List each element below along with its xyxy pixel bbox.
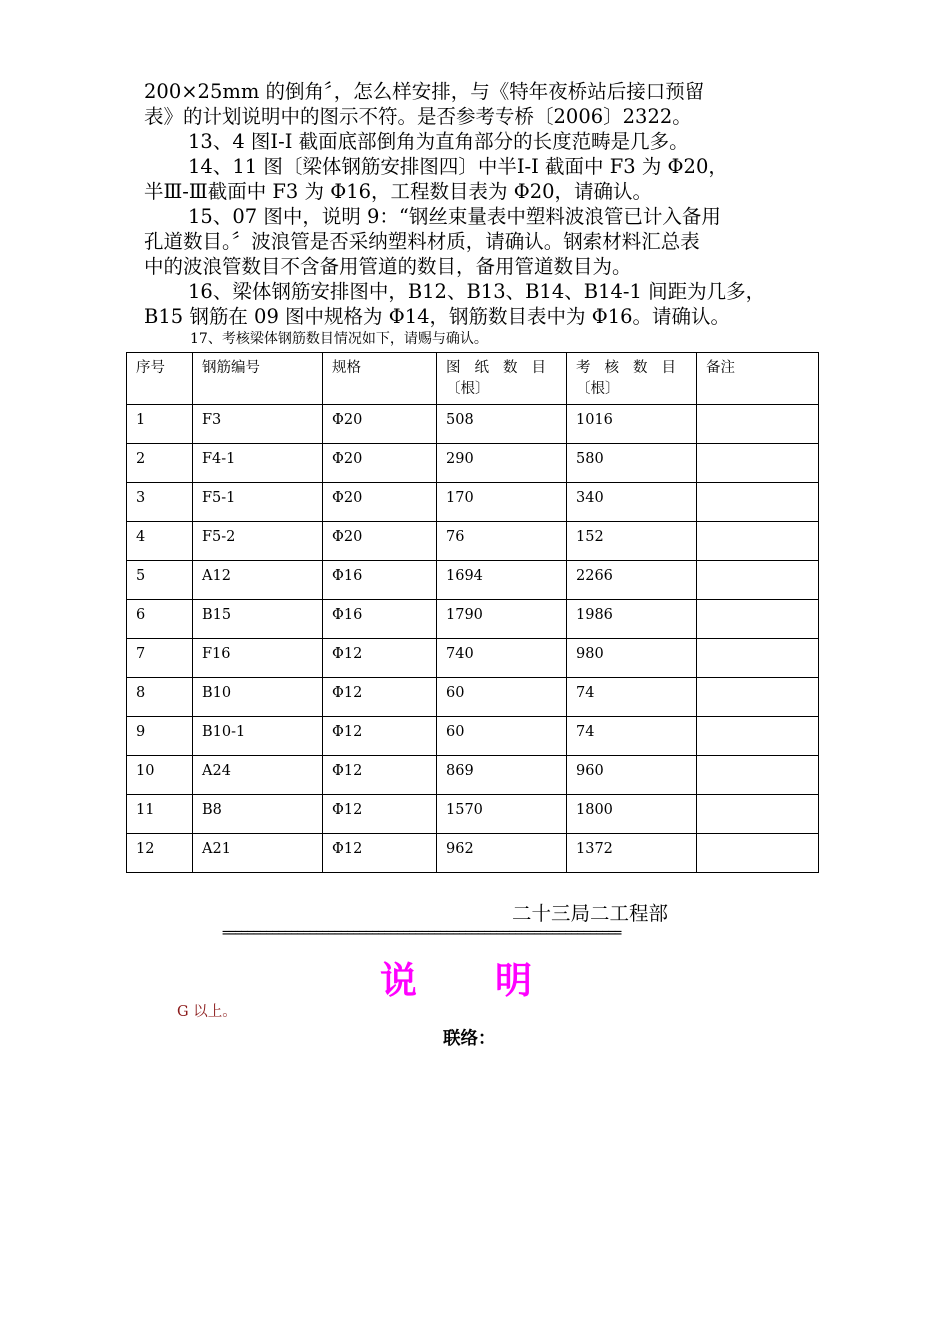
table-cell: 1986	[567, 600, 697, 639]
question-14: 14、11 图〔梁体钢筋安排图四〕中半Ⅰ-Ⅰ 截面中 F3 为 Φ20，	[188, 155, 728, 178]
table-cell	[697, 405, 819, 444]
paragraph-line: 孔道数目。〞波浪管是否采纳塑料材质，请确认。钢索材料汇总表	[144, 230, 700, 253]
table-cell: Φ12	[323, 795, 437, 834]
table-cell: 1790	[437, 600, 567, 639]
table-row	[127, 444, 819, 483]
table-cell: A21	[193, 834, 323, 873]
header-cell	[567, 353, 697, 405]
table-row	[127, 756, 819, 795]
paragraph-line: 半Ⅲ-Ⅲ截面中 F3 为 Φ16，工程数目表为 Φ20，请确认。	[144, 180, 653, 203]
question-16: 16、梁体钢筋安排图中，B12、B13、B14、B14-1 间距为几多，	[188, 280, 766, 303]
table-cell	[697, 834, 819, 873]
table-row	[127, 678, 819, 717]
table-cell: 1	[127, 405, 193, 444]
table-cell	[697, 561, 819, 600]
table-cell: 10	[127, 756, 193, 795]
table-cell: 1800	[567, 795, 697, 834]
table-cell	[697, 483, 819, 522]
table-cell: 1016	[567, 405, 697, 444]
table-cell	[697, 600, 819, 639]
header-cell	[437, 353, 567, 405]
table-cell: Φ12	[323, 639, 437, 678]
paragraph-line: 200×25mm 的倒角〞，怎么样安排，与《特年夜桥站后接口预留	[144, 80, 705, 103]
table-cell: F3	[193, 405, 323, 444]
table-cell: Φ20	[323, 405, 437, 444]
header-cell: 规格	[323, 353, 437, 405]
header-cell: 钢筋编号	[193, 353, 323, 405]
table-cell: F5-2	[193, 522, 323, 561]
table-cell: Φ12	[323, 717, 437, 756]
table-cell: 12	[127, 834, 193, 873]
table-cell: 3	[127, 483, 193, 522]
table-cell	[697, 717, 819, 756]
paragraph-line: 中的波浪管数目不含备用管道的数目，备用管道数目为。	[144, 255, 632, 278]
table-cell: 2266	[567, 561, 697, 600]
table-cell: B10-1	[193, 717, 323, 756]
table-row	[127, 561, 819, 600]
paragraph-line: 表》的计划说明中的图示不符。是否参考专桥〔2006〕2322。	[144, 105, 692, 128]
table-row	[127, 483, 819, 522]
table-cell: F5-1	[193, 483, 323, 522]
header-text: 图纸数目	[446, 360, 560, 376]
table-cell	[697, 678, 819, 717]
department-signature: 二十三局二工程部	[512, 902, 669, 925]
table-cell	[697, 795, 819, 834]
table-cell: 152	[567, 522, 697, 561]
table-cell: Φ12	[323, 834, 437, 873]
table-cell: 5	[127, 561, 193, 600]
table-cell: B10	[193, 678, 323, 717]
table-cell: 960	[567, 756, 697, 795]
table-cell: A24	[193, 756, 323, 795]
table-cell: 980	[567, 639, 697, 678]
table-cell: F4-1	[193, 444, 323, 483]
table-cell: Φ20	[323, 444, 437, 483]
table-cell: 290	[437, 444, 567, 483]
table-cell: 740	[437, 639, 567, 678]
table-cell: B8	[193, 795, 323, 834]
header-unit: 〔根〕	[576, 381, 620, 397]
table-cell: 11	[127, 795, 193, 834]
table-cell: 9	[127, 717, 193, 756]
header-text: 考核数目	[576, 360, 690, 376]
table-row	[127, 795, 819, 834]
table-caption: 17、考核梁体钢筋数目情况如下，请赐与确认。	[190, 331, 488, 347]
table-cell	[697, 522, 819, 561]
table-row	[127, 717, 819, 756]
table-cell: 508	[437, 405, 567, 444]
table-cell: Φ20	[323, 483, 437, 522]
table-cell: Φ16	[323, 600, 437, 639]
table-cell: 76	[437, 522, 567, 561]
table-body	[127, 405, 819, 873]
question-15: 15、07 图中，说明 9：“钢丝束量表中塑料波浪管已计入备用	[188, 205, 721, 228]
table-cell: 4	[127, 522, 193, 561]
table-cell: Φ16	[323, 561, 437, 600]
table-cell: Φ12	[323, 756, 437, 795]
table-cell: F16	[193, 639, 323, 678]
header-cell: 序号	[127, 353, 193, 405]
table-cell: Φ12	[323, 678, 437, 717]
table-cell: 340	[567, 483, 697, 522]
table-row	[127, 405, 819, 444]
table-cell: 8	[127, 678, 193, 717]
table-cell: B15	[193, 600, 323, 639]
table-row	[127, 639, 819, 678]
table-cell: 60	[437, 717, 567, 756]
note-text: G 以上。	[177, 1004, 237, 1020]
table-row	[127, 522, 819, 561]
section-title: 说明	[380, 959, 610, 1002]
table-cell: 962	[437, 834, 567, 873]
table-cell: 74	[567, 717, 697, 756]
table-cell: 170	[437, 483, 567, 522]
rebar-quantity-table	[126, 352, 819, 873]
table-cell: A12	[193, 561, 323, 600]
table-cell: 1694	[437, 561, 567, 600]
table-cell	[697, 756, 819, 795]
table-cell: 580	[567, 444, 697, 483]
table-cell: Φ20	[323, 522, 437, 561]
table-cell: 6	[127, 600, 193, 639]
table-row	[127, 600, 819, 639]
table-cell: 1570	[437, 795, 567, 834]
table-cell: 74	[567, 678, 697, 717]
table-cell	[697, 639, 819, 678]
table-cell: 1372	[567, 834, 697, 873]
question-13: 13、4 图Ⅰ-Ⅰ 截面底部倒角为直角部分的长度范畴是几多。	[188, 130, 689, 153]
table-cell: 60	[437, 678, 567, 717]
table-cell: 869	[437, 756, 567, 795]
table-header-row	[127, 353, 819, 405]
header-unit: 〔根〕	[446, 381, 490, 397]
table-cell: 2	[127, 444, 193, 483]
paragraph-line: B15 钢筋在 09 图中规格为 Φ14，钢筋数目表中为 Φ16。请确认。	[144, 305, 731, 328]
header-cell: 备注	[697, 353, 819, 405]
table-row	[127, 834, 819, 873]
separator-line: ================================================================	[222, 926, 621, 941]
table-cell: 7	[127, 639, 193, 678]
table-cell	[697, 444, 819, 483]
contact-label: 联络：	[443, 1029, 496, 1049]
